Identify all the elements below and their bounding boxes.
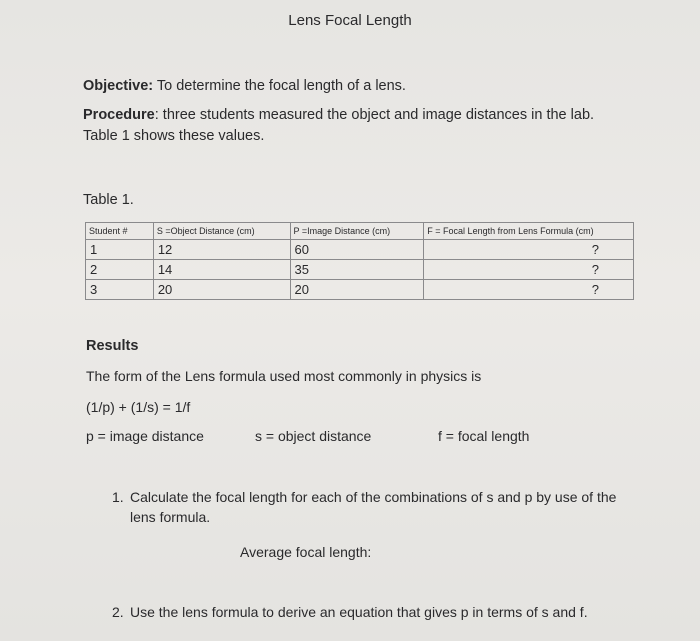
question-text: Use the lens formula to derive an equation that gives p in terms of s and f. — [130, 604, 588, 620]
table-header-row — [86, 223, 634, 240]
objective-text: To determine the focal length of a lens. — [153, 78, 406, 94]
cell-student: 3 — [86, 280, 154, 300]
question-2 — [112, 604, 588, 620]
header-object-distance: S =Object Distance (cm) — [153, 223, 290, 240]
lens-formula: (1/p) + (1/s) = 1/f — [86, 399, 191, 415]
table-row — [86, 240, 634, 260]
header-image-distance: P =Image Distance (cm) — [290, 223, 424, 240]
objective-label: Objective: — [83, 78, 154, 94]
procedure-label: Procedure — [83, 107, 155, 123]
header-student: Student # — [86, 223, 154, 240]
cell-image-distance: 60 — [290, 240, 424, 260]
average-focal-length-label: Average focal length: — [240, 544, 372, 560]
cell-focal-length: ? — [424, 280, 634, 300]
table-row — [86, 280, 634, 300]
cell-object-distance: 20 — [153, 280, 290, 300]
results-intro: The form of the Lens formula used most commonly in physics is — [86, 368, 482, 384]
cell-focal-length: ? — [424, 260, 634, 280]
results-heading: Results — [86, 338, 139, 354]
cell-object-distance: 14 — [153, 260, 290, 280]
cell-object-distance: 12 — [153, 240, 290, 260]
definition-s: s = object distance — [255, 428, 372, 444]
procedure-paragraph — [83, 105, 623, 147]
cell-student: 2 — [86, 260, 154, 280]
cell-focal-length: ? — [424, 240, 634, 260]
table-row — [86, 260, 634, 280]
cell-image-distance: 35 — [290, 260, 424, 280]
table-caption: Table 1. — [83, 192, 134, 208]
data-table — [85, 222, 634, 300]
cell-student: 1 — [86, 240, 154, 260]
cell-image-distance: 20 — [290, 280, 424, 300]
procedure-text: : three students measured the object and image distances in the lab. Table 1 shows these values. — [83, 107, 595, 144]
header-focal-length: F = Focal Length from Lens Formula (cm) — [424, 223, 634, 240]
definition-f: f = focal length — [438, 428, 530, 444]
question-text: Calculate the focal length for each of the combinations of s and p by use of the lens formula. — [130, 489, 617, 525]
objective-line — [83, 78, 406, 94]
question-number: 2. — [112, 604, 124, 620]
page-title: Lens Focal Length — [288, 12, 412, 29]
definition-p: p = image distance — [86, 428, 204, 444]
question-1 — [112, 487, 652, 527]
question-number: 1. — [112, 489, 124, 505]
